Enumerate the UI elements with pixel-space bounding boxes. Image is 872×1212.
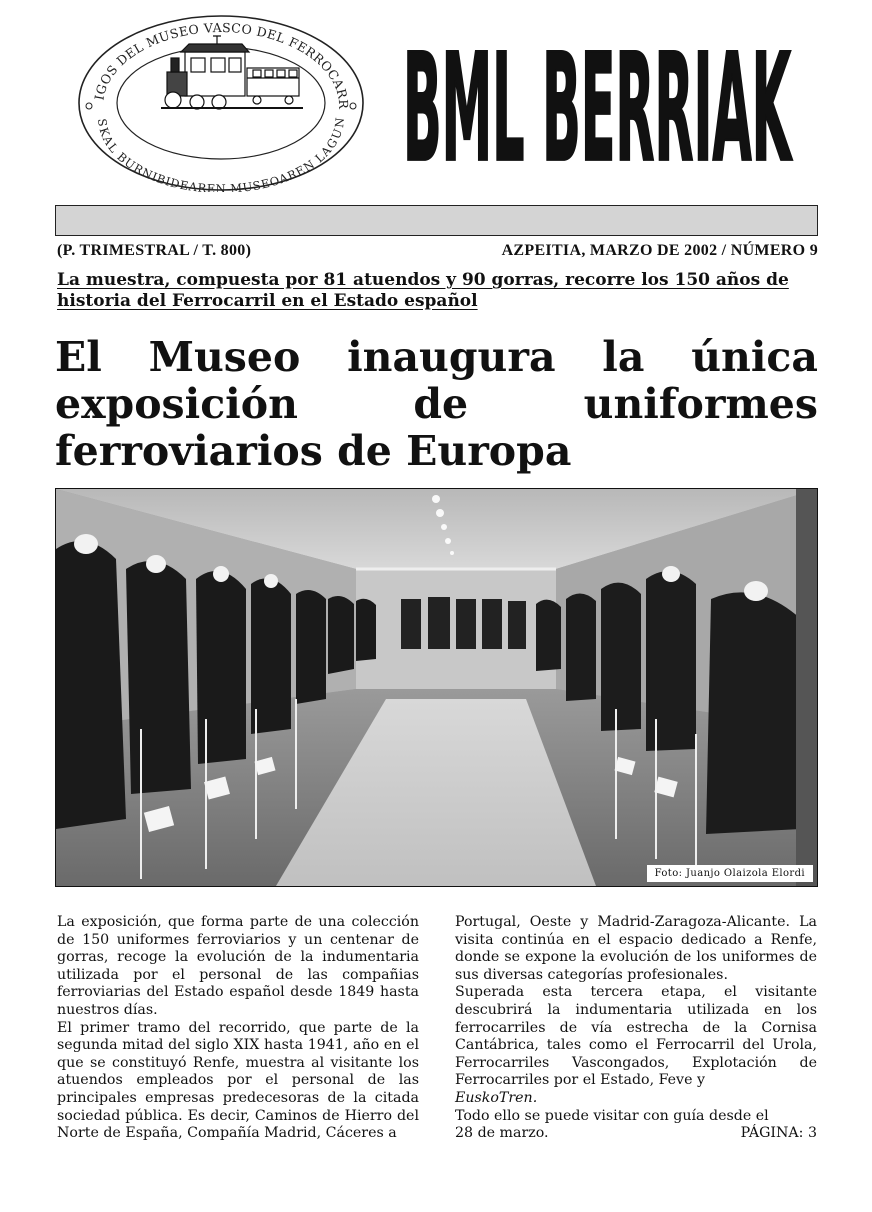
headline-word: la xyxy=(602,333,645,381)
paragraph: Superada esta tercera etapa, el visitante descubrirá la indumentaria utilizada en los ferrocarriles de vía estrecha de la Cornisa Cantábrica, tales como el Ferrocarril del Urola, Ferrocarriles Vascongados, Explotación de Ferrocarriles por el Estado, Feve y xyxy=(455,984,817,1089)
headline-word: única xyxy=(691,333,818,381)
logo-ring-text-bottom: SKAL BURNIBIDEAREN MUSEOAREN LAGUN xyxy=(95,116,348,192)
locomotive-icon xyxy=(161,36,303,109)
headline-word: de xyxy=(413,380,469,428)
masthead-text: BML BERRIAK xyxy=(403,23,793,192)
headline-word: El xyxy=(55,333,102,381)
logo-ring-text-top: IGOS DEL MUSEO VASCO DEL FERROCARR xyxy=(91,19,352,110)
issue-date-number: AZPEITIA, MARZO DE 2002 / NÚMERO 9 xyxy=(501,242,818,259)
paragraph-tail: 28 de marzo. xyxy=(455,1125,549,1142)
headline-line-1 xyxy=(55,334,818,381)
headline-word: inaugura xyxy=(347,333,556,381)
periodicity-price: (P. TRIMESTRAL / T. 800) xyxy=(57,242,252,259)
paragraph: El primer tramo del recorrido, que parte de la segunda mitad del siglo XIX hasta 1941, año en el que se constituyó Renfe, muestra al visitante los atuendos empleados por el personal de las principales empresas predecesoras de la citada sociedad pública. Es decir, Caminos de Hierro del Norte de España, Compañía Madrid, Cáceres a xyxy=(57,1019,419,1142)
paragraph-italic: EuskoTren. xyxy=(455,1089,538,1106)
headline-word: Museo xyxy=(148,333,301,381)
paragraph: Portugal, Oeste y Madrid-Zaragoza-Alicante. La visita continúa en el espacio dedicado a Renfe, donde se expone la evolución de los uniformes de sus diversas categorías profesionales. xyxy=(455,914,817,983)
article-headline xyxy=(55,334,820,475)
masthead-title xyxy=(400,6,795,192)
exhibition-photo xyxy=(55,488,818,887)
headline-word: exposición xyxy=(55,380,298,428)
paragraph: La exposición, que forma parte de una colección de 150 uniformes ferroviarios y un centenar de gorras, recoge la evolución de la indumentaria utilizada por el personal de las compañias ferroviarias del Estado español desde 1849 hasta nuestros días. xyxy=(57,914,419,1018)
headline-word: uniformes xyxy=(583,380,818,428)
paragraph: Todo ello se puede visitar con guía desde el xyxy=(455,1107,769,1124)
article-column-1 xyxy=(57,914,419,1143)
final-line xyxy=(455,1125,817,1143)
article-subhead: La muestra, compuesta por 81 atuendos y 90 gorras, recorre los 150 años de historia del Ferrocarril en el Estado español xyxy=(57,270,789,311)
header-rule-bar xyxy=(55,205,818,236)
photo-credit: Foto: Juanjo Olaizola Elordi xyxy=(647,865,813,882)
article-column-2 xyxy=(455,914,817,1143)
page-reference-link[interactable]: PÁGINA: 3 xyxy=(740,1125,817,1142)
museum-logo-seal xyxy=(77,10,365,192)
headline-line-3: ferroviarios de Europa xyxy=(55,427,572,475)
headline-line-2 xyxy=(55,381,818,428)
